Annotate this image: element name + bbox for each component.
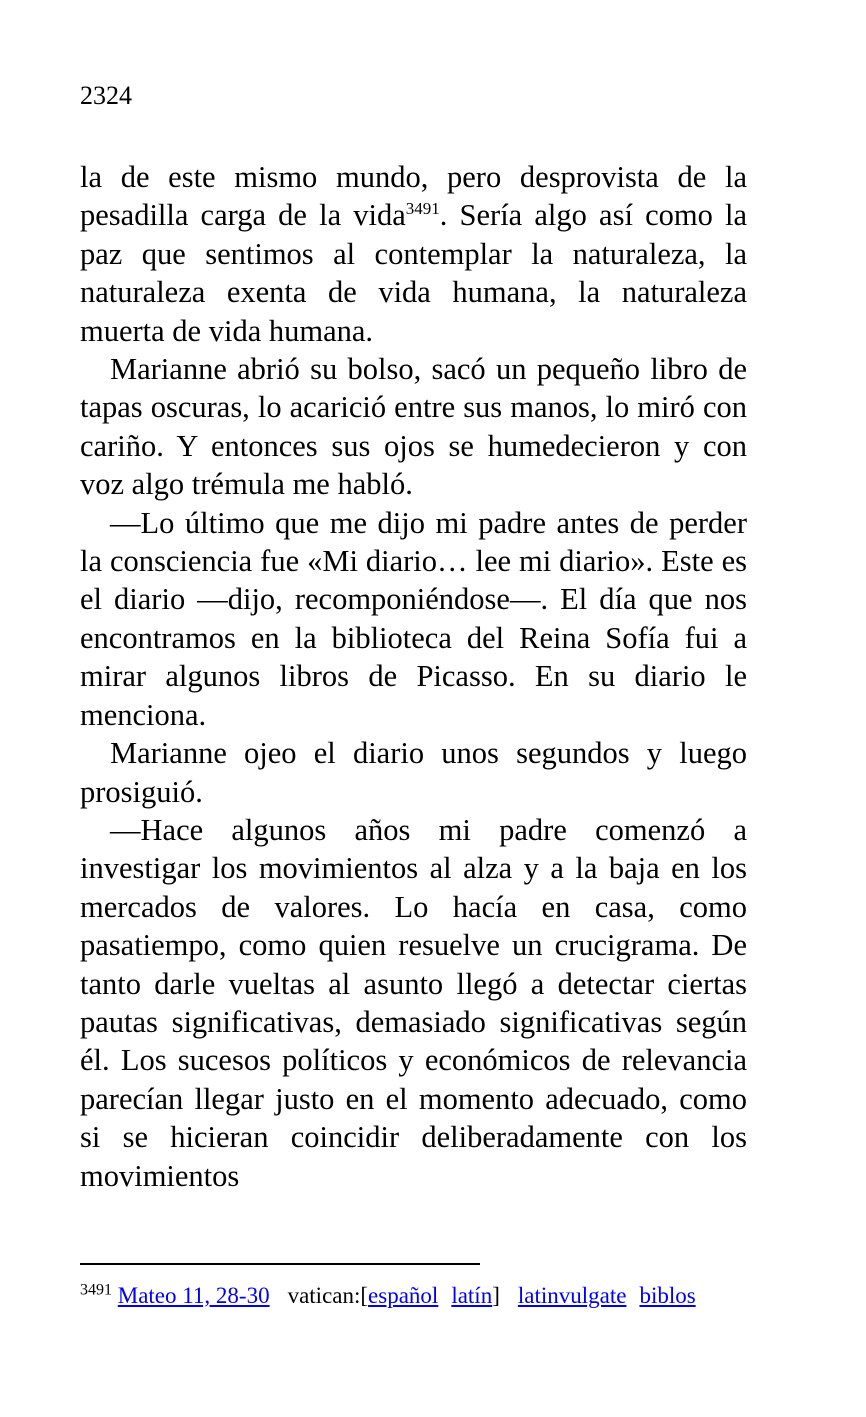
footnote-reference: 3491 [405, 199, 440, 219]
paragraph-3: —Lo último que me dijo mi padre antes de perder la consciencia fue «Mi diario… lee mi diario». Este es el diario —dijo, recomponiéndose—. El día que nos encontramos en la biblioteca del Reina Sofía fui a mirar algunos libros de Picasso. En su diario le menciona. [80, 505, 747, 732]
footnote-number: 3491 [80, 1281, 112, 1299]
paragraph-1 [80, 158, 747, 350]
footnote [80, 1280, 760, 1312]
body-text [80, 158, 747, 1195]
paragraph-1-text-end: . Sería algo así como la paz que sentimos al contemplar la naturaleza, la naturaleza exenta de vida humana, la naturaleza muerta de vida humana. [80, 198, 747, 348]
bracket-open: [ [360, 1283, 369, 1308]
bracket-close: ] [492, 1283, 500, 1308]
vatican-source-label: vatican: [287, 1283, 361, 1308]
vatican-latin-link[interactable]: latín [451, 1283, 493, 1308]
biblos-link[interactable]: biblos [639, 1283, 696, 1308]
bible-reference-link[interactable]: Mateo 11, 28-30 [117, 1283, 270, 1308]
latinvulgate-link[interactable]: latinvulgate [517, 1283, 627, 1308]
paragraph-4: Marianne ojeo el diario unos segundos y luego prosiguió. [80, 736, 747, 809]
paragraph-1-text-start: la de este mismo mundo, pero desprovista de la pesadilla carga de la vida [80, 160, 747, 233]
vatican-spanish-link[interactable]: español [368, 1283, 439, 1308]
paragraph-5: —Hace algunos años mi padre comenzó a investigar los movimientos al alza y a la baja en los mercados de valores. Lo hacía en casa, como pasatiempo, como quien resuelve un crucigrama. De tanto darle vueltas al asunto llegó a detectar ciertas pautas significativas, demasiado significativas según él. Los sucesos políticos y económicos de relevancia parecían llegar justo en el momento adecuado, como si se hicieran coincidir deliberadamente con los movimientos [80, 812, 747, 1193]
page-number: 2324 [80, 81, 132, 110]
footnote-divider [80, 1263, 480, 1265]
paragraph-2: Marianne abrió su bolso, sacó un pequeño libro de tapas oscuras, lo acarició entre sus manos, lo miró con cariño. Y entonces sus ojos se humedecieron y con voz algo trémula me habló. [80, 352, 747, 502]
